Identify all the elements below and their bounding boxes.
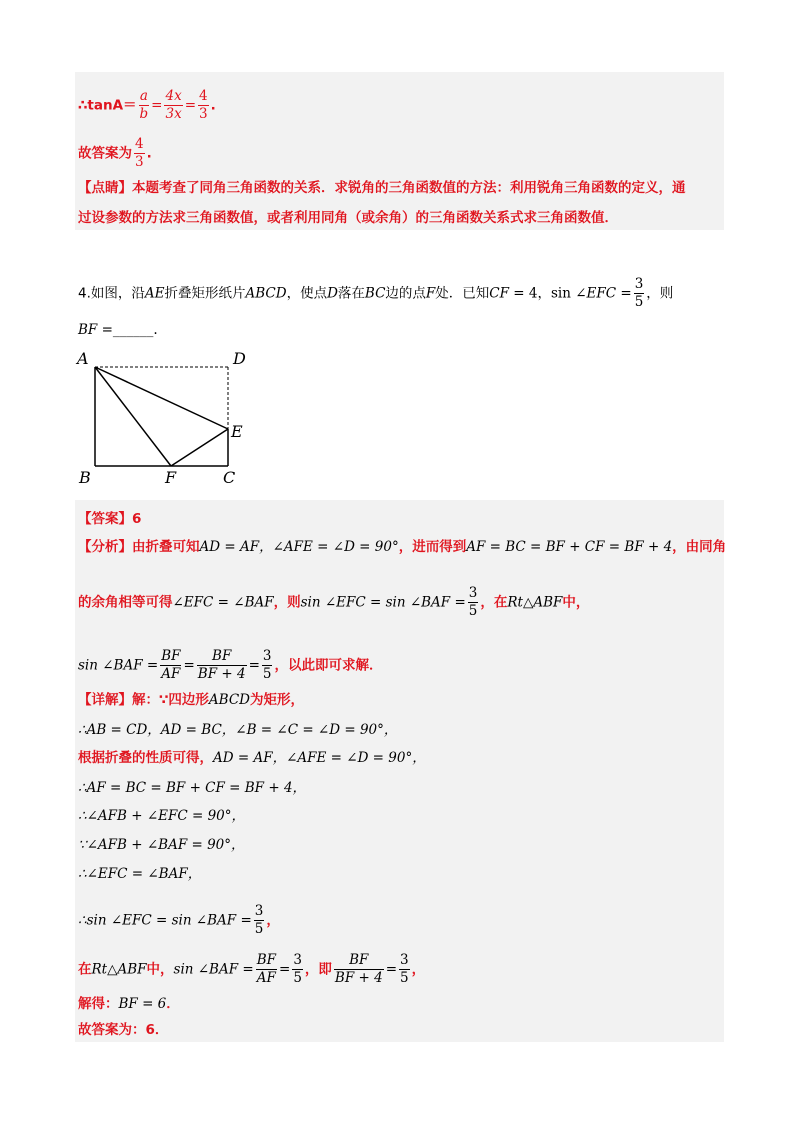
final-answer: 故答案为：6． <box>78 1022 169 1038</box>
analysis3-frac-2: $\frac{BF}{BF + 4}$ <box>197 648 246 682</box>
detail9-frac-4: $\frac{3}{5}$ <box>400 952 409 986</box>
label-F: F <box>165 468 177 487</box>
prev-answer-frac: $\frac{4}{3}$ <box>135 136 144 170</box>
tan-frac-2: $\frac{4x}{3x}$ <box>165 88 182 122</box>
detail-label: 【详解】解： <box>78 692 159 708</box>
analysis-frac: $\frac{3}{5}$ <box>468 585 478 619</box>
question-line-2: BF =______. <box>78 322 158 338</box>
analysis-label: 【分析】 <box>78 539 132 555</box>
label-A: A <box>77 349 89 368</box>
tan-frac-3: $\frac{4}{3}$ <box>199 88 208 122</box>
edge-FE <box>171 429 228 466</box>
analysis3-frac-3: $\frac{3}{5}$ <box>262 648 272 682</box>
prev-answer-text: 故答案为 <box>78 145 132 162</box>
detail-line-4: ∴AF = BC = BF + CF = BF + 4， <box>78 780 307 796</box>
answer-label: 【答案】6 <box>78 511 142 527</box>
edge-AF <box>95 367 171 466</box>
detail-line-5: ∴∠AFB + ∠EFC = 90°， <box>78 808 246 824</box>
edge-AE <box>95 367 228 429</box>
question-number: 4. <box>78 285 91 302</box>
detail8-frac: $\frac{3}{5}$ <box>254 903 264 937</box>
analysis-line-2: 的余角相等可得∠EFC = ∠BAF，则sin ∠EFC = sin ∠BAF = $\frac{3}{5}$ ，在Rt△ABF中， <box>78 585 590 619</box>
detail9-frac-3: $\frac{BF}{BF + 4}$ <box>334 952 383 986</box>
analysis-line-3: sin ∠BAF = $\frac{BF}{AF}$ = $\frac{BF}{BF + 4}$ = $\frac{3}{5}$ ，以此即可求解． <box>78 648 383 682</box>
detail-line-3: 根据折叠的性质可得，AD = AF，∠AFE = ∠D = 90°， <box>78 750 426 766</box>
detail-line-6: ∵∠AFB + ∠BAF = 90°， <box>78 837 245 853</box>
detail-line-7: ∴∠EFC = ∠BAF， <box>78 866 202 882</box>
detail-line-9: 在Rt△ABF中，sin ∠BAF = $\frac{BF}{AF}$ = $\frac{3}{5}$ ，即 $\frac{BF}{BF + 4}$ = $\frac{3}{5}$ ， <box>78 952 426 986</box>
geometry-figure <box>70 345 260 490</box>
note-line-1: 【点睛】本题考查了同角三角函数的关系．求锐角的三角函数值的方法：利用锐角三角函数的定义，通 <box>78 180 686 196</box>
question-line-1: 4.如图，沿AE折叠矩形纸片ABCD，使点D落在BC边的点F处．已知CF = 4，sin ∠EFC = $\frac{3}{5}$ ，则 <box>78 276 674 310</box>
label-E: E <box>231 422 243 441</box>
detail-line-10: 解得：BF = 6． <box>78 996 180 1012</box>
analysis-line-1: 【分析】由折叠可知AD = AF，∠AFE = ∠D = 90°，进而得到AF = BC = BF + CF = BF + 4，由同角 <box>78 539 727 555</box>
detail9-frac-1: $\frac{BF}{AF}$ <box>256 952 276 986</box>
detail-line-2: ∴AB = CD，AD = BC，∠B = ∠C = ∠D = 90°， <box>78 722 398 738</box>
label-C: C <box>223 468 236 487</box>
detail-line-8: ∴sin ∠EFC = sin ∠BAF = $\frac{3}{5}$ ， <box>78 903 280 937</box>
tan-prefix: ∴tanA＝ <box>78 97 137 114</box>
label-D: D <box>233 349 246 368</box>
analysis3-frac-1: $\frac{BF}{AF}$ <box>161 648 181 682</box>
detail9-frac-2: $\frac{3}{5}$ <box>293 952 302 986</box>
prev-answer-line: 故答案为 $\frac{4}{3}$ . <box>78 136 152 170</box>
tan-frac-1: $\frac{a}{b}$ <box>139 88 149 122</box>
question-frac: $\frac{3}{5}$ <box>634 276 644 310</box>
tan-line: ∴tanA＝ $\frac{a}{b}$ = $\frac{4x}{3x}$ = $\frac{4}{3}$ . <box>78 88 216 122</box>
answer-blank: =______. <box>97 322 158 338</box>
note-line-2: 过设参数的方法求三角函数值，或者利用同角（或余角）的三角函数关系式求三角函数值． <box>78 210 618 226</box>
detail-line-1: 【详解】解：∵四边形ABCD为矩形， <box>78 692 304 708</box>
label-B: B <box>79 468 91 487</box>
